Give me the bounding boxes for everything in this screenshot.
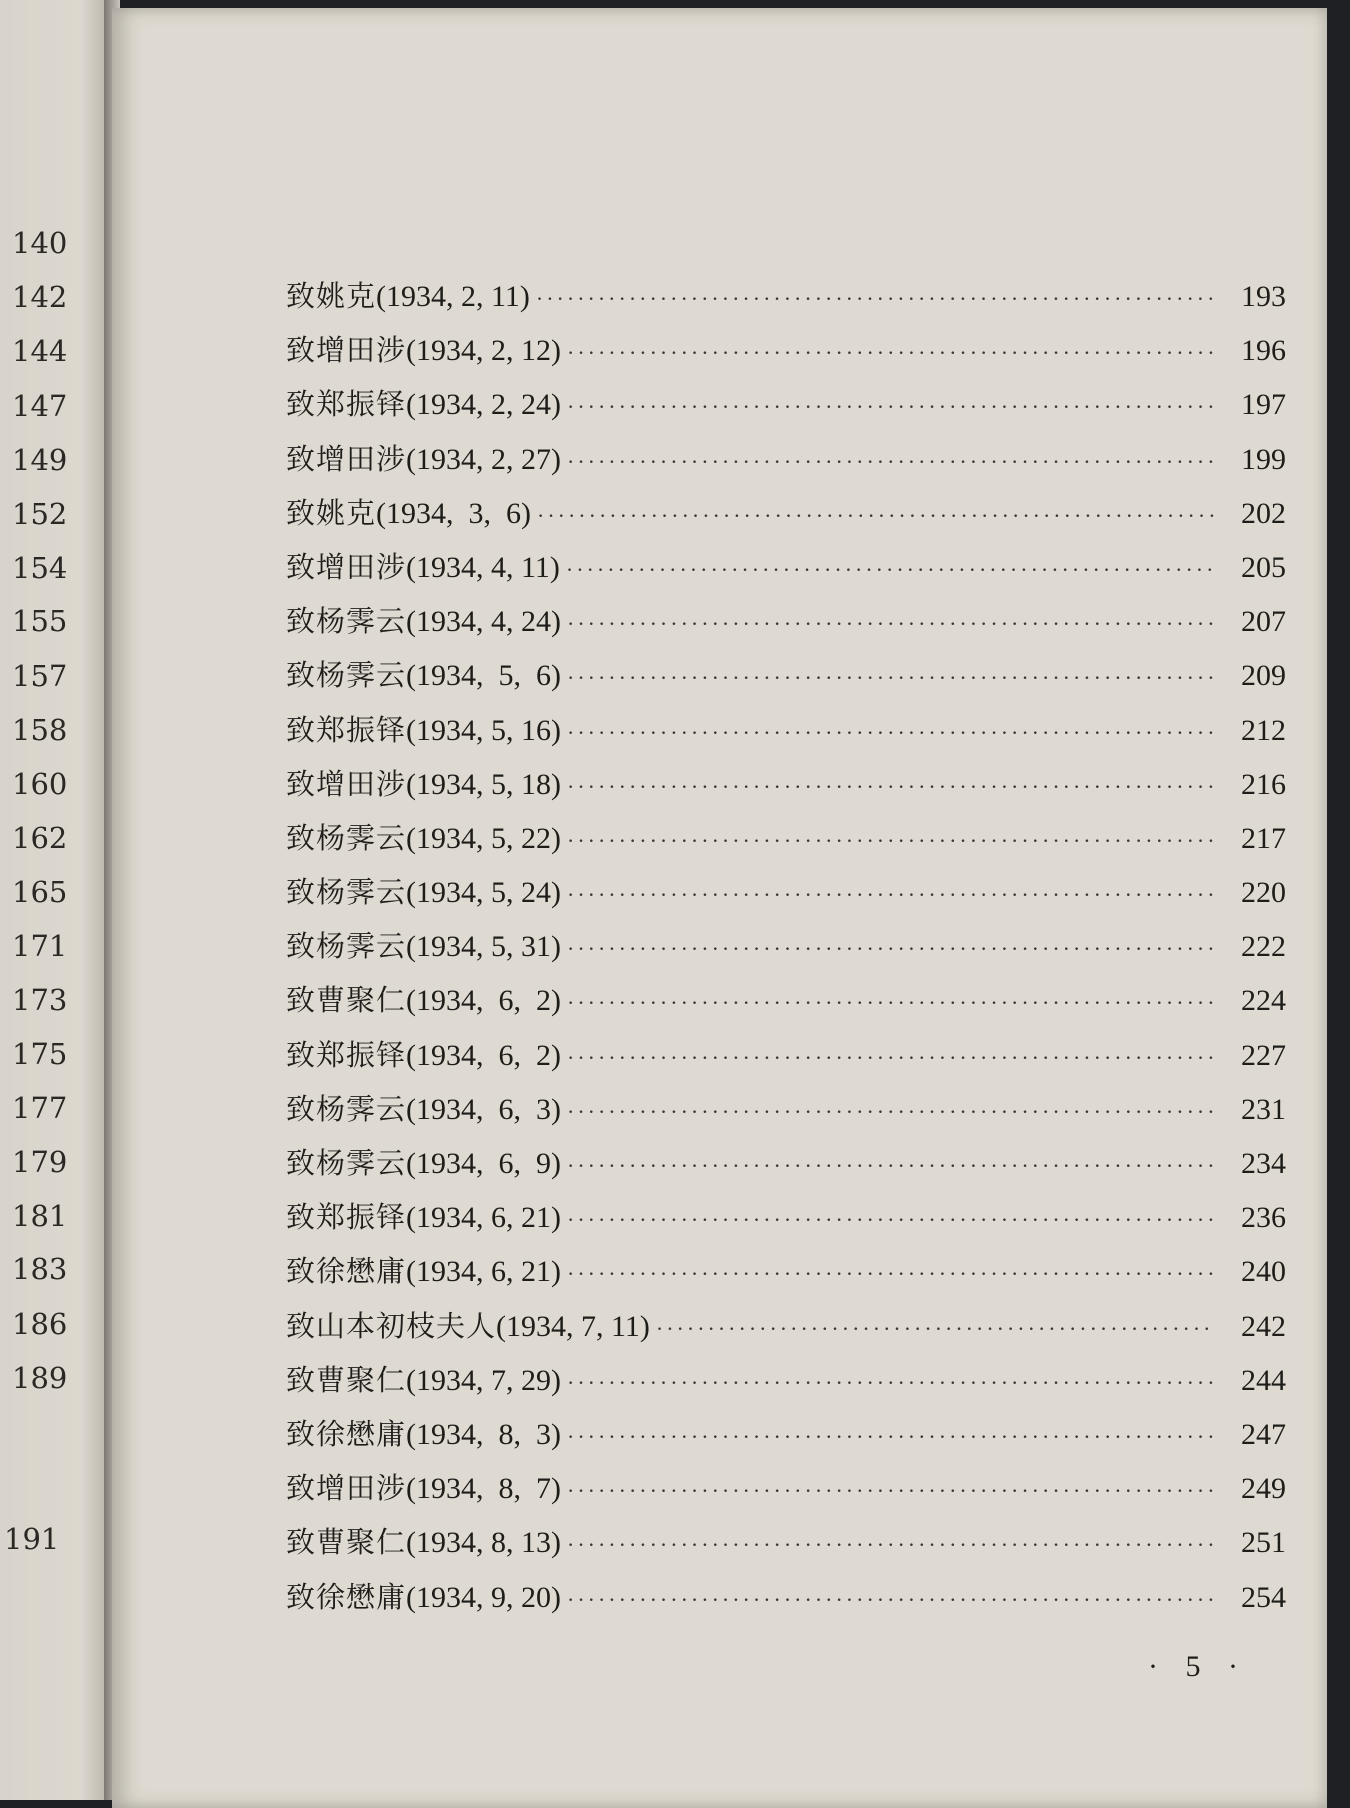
toc-entry-page-number: 222: [1241, 930, 1286, 964]
toc-entry-page-number: 212: [1241, 713, 1286, 747]
toc-entry-recipient: 致姚克: [286, 279, 377, 313]
toc-dot-leader: [567, 449, 1214, 475]
toc-entry: [286, 382, 1286, 436]
toc-entry-page-number: 220: [1241, 876, 1286, 910]
left-page-number: 142: [12, 280, 68, 314]
toc-entry: [286, 978, 1286, 1032]
toc-dot-leader: [537, 503, 1214, 529]
toc-entry-date: (1934, 6, 2): [406, 1038, 561, 1072]
toc-entry-date: (1934, 3, 6): [376, 496, 531, 530]
toc-entry: [286, 816, 1286, 870]
toc-entry: [286, 1358, 1286, 1412]
toc-entry-date: (1934, 6, 3): [406, 1092, 561, 1126]
toc-entry: [286, 1249, 1286, 1303]
toc-entry: [286, 1304, 1286, 1358]
toc-dot-leader: [567, 882, 1214, 908]
left-page-number: 155: [12, 604, 68, 638]
left-page-number: 173: [12, 983, 68, 1017]
left-page-number: 175: [12, 1037, 68, 1071]
toc-entry: [286, 653, 1286, 707]
toc-dot-leader: [567, 1153, 1214, 1179]
toc-entry-date: (1934, 2, 24): [406, 388, 561, 422]
left-page-number: 162: [12, 821, 68, 855]
toc-dot-leader: [567, 1532, 1214, 1558]
toc-entry-page-number: 197: [1241, 388, 1286, 422]
toc-entry-date: (1934, 6, 21): [406, 1255, 561, 1289]
toc-entry-page-number: 236: [1241, 1201, 1286, 1235]
toc-dot-leader: [567, 1207, 1214, 1233]
toc-entry-recipient: 致杨霁云: [286, 1091, 407, 1126]
left-page-number: 177: [12, 1091, 68, 1125]
left-page-number: 165: [12, 875, 68, 909]
table-of-contents: [286, 274, 1286, 1629]
toc-entry: [286, 437, 1286, 491]
toc-entry-recipient: 致增田涉: [286, 1471, 407, 1506]
toc-dot-leader: [567, 611, 1214, 637]
toc-dot-leader: [567, 1099, 1214, 1125]
toc-dot-leader: [567, 936, 1214, 962]
toc-entry-page-number: 216: [1241, 767, 1286, 801]
toc-dot-leader: [567, 828, 1214, 854]
toc-entry: [286, 762, 1286, 816]
toc-entry-page-number: 207: [1241, 605, 1286, 639]
toc-entry-date: (1934, 5, 16): [406, 713, 561, 747]
toc-entry-recipient: 致增田涉: [286, 441, 407, 476]
toc-entry-page-number: 234: [1241, 1147, 1286, 1180]
left-page-number: 157: [12, 659, 68, 693]
toc-entry: [286, 1466, 1286, 1520]
toc-dot-leader: [536, 286, 1214, 312]
toc-entry-recipient: 致增田涉: [286, 333, 407, 368]
toc-entry-date: (1934, 5, 31): [406, 930, 561, 964]
toc-entry-page-number: 231: [1241, 1092, 1286, 1126]
toc-entry-recipient: 致杨霁云: [286, 1146, 407, 1180]
toc-entry-recipient: 致徐懋庸: [286, 1416, 407, 1451]
toc-entry: [286, 1087, 1286, 1141]
toc-entry-recipient: 致山本初枝夫人: [286, 1308, 497, 1343]
toc-entry-date: (1934, 5, 6): [406, 659, 561, 693]
toc-entry-page-number: 205: [1241, 550, 1286, 584]
toc-entry-recipient: 致杨霁云: [286, 604, 407, 639]
left-page-number: 179: [12, 1145, 68, 1179]
left-page-number: 158: [12, 713, 68, 747]
toc-entry-recipient: 致曹聚仁: [286, 983, 407, 1018]
left-page-number: 191: [4, 1522, 60, 1556]
toc-entry-page-number: 249: [1241, 1472, 1286, 1506]
toc-entry-recipient: 致增田涉: [286, 766, 407, 801]
toc-entry: [286, 1412, 1286, 1466]
toc-entry-date: (1934, 8, 7): [406, 1472, 561, 1506]
toc-entry-page-number: 209: [1241, 659, 1286, 693]
toc-dot-leader: [567, 1261, 1214, 1287]
left-page-number: 183: [12, 1252, 68, 1286]
toc-entry: [286, 545, 1286, 599]
toc-entry: [286, 599, 1286, 653]
toc-entry-page-number: 242: [1241, 1309, 1286, 1343]
left-page-number: 152: [12, 497, 68, 531]
toc-entry: [286, 1575, 1286, 1629]
toc-entry-recipient: 致杨霁云: [286, 875, 407, 910]
toc-entry-page-number: 193: [1241, 280, 1286, 313]
toc-entry: [286, 708, 1286, 762]
toc-entry-page-number: 199: [1241, 442, 1286, 476]
toc-entry-page-number: 224: [1241, 984, 1286, 1018]
toc-entry-recipient: 致徐懋庸: [286, 1254, 407, 1289]
left-page-number: 171: [12, 929, 68, 963]
left-page-number: 154: [12, 551, 68, 585]
toc-dot-leader: [567, 340, 1214, 366]
toc-entry-date: (1934, 6, 2): [406, 984, 561, 1018]
toc-dot-leader: [567, 1478, 1214, 1504]
left-page: [0, 0, 116, 1800]
toc-dot-leader: [656, 1316, 1214, 1342]
toc-entry-date: (1934, 2, 11): [376, 280, 530, 313]
toc-entry: [286, 924, 1286, 978]
toc-dot-leader: [567, 1587, 1214, 1613]
toc-entry-page-number: 251: [1241, 1526, 1286, 1560]
toc-dot-leader: [567, 665, 1214, 691]
toc-entry: [286, 870, 1286, 924]
toc-entry-page-number: 240: [1241, 1255, 1286, 1289]
toc-entry-date: (1934, 5, 24): [406, 876, 561, 910]
left-page-number: 147: [12, 389, 68, 423]
toc-dot-leader: [567, 1045, 1214, 1071]
toc-entry: [286, 1141, 1286, 1195]
left-page-number: 149: [12, 443, 68, 477]
toc-dot-leader: [567, 1424, 1214, 1450]
toc-dot-leader: [567, 720, 1214, 746]
left-page-number: 140: [12, 226, 68, 260]
toc-dot-leader: [567, 394, 1214, 420]
toc-entry-date: (1934, 7, 11): [496, 1309, 650, 1343]
toc-entry-date: (1934, 4, 11): [406, 550, 560, 584]
toc-entry-recipient: 致曹聚仁: [286, 1362, 407, 1397]
toc-entry-date: (1934, 6, 9): [406, 1147, 561, 1180]
left-page-number: 144: [12, 334, 68, 368]
toc-entry-page-number: 227: [1241, 1038, 1286, 1072]
toc-entry-date: (1934, 7, 29): [406, 1363, 561, 1397]
toc-entry-date: (1934, 5, 18): [406, 767, 561, 801]
toc-entry-date: (1934, 8, 13): [406, 1526, 561, 1560]
toc-entry: [286, 274, 1286, 328]
toc-entry-page-number: 217: [1241, 821, 1286, 855]
toc-entry-recipient: 致曹聚仁: [286, 1525, 407, 1560]
toc-entry-page-number: 244: [1241, 1363, 1286, 1397]
toc-entry-date: (1934, 6, 21): [406, 1201, 561, 1235]
toc-entry-recipient: 致杨霁云: [286, 658, 407, 693]
page-folio: · 5 ·: [1148, 1650, 1248, 1683]
toc-entry: [286, 328, 1286, 382]
toc-entry-recipient: 致姚克: [286, 495, 377, 530]
toc-entry-page-number: 202: [1241, 496, 1286, 530]
toc-entry-date: (1934, 8, 3): [406, 1417, 561, 1451]
toc-dot-leader: [567, 774, 1214, 800]
toc-entry-recipient: 致郑振铎: [286, 387, 407, 422]
toc-entry-date: (1934, 2, 12): [406, 334, 561, 368]
left-page-number: 186: [12, 1307, 68, 1341]
toc-entry-page-number: 254: [1241, 1580, 1286, 1614]
right-page: [112, 8, 1327, 1808]
toc-entry-page-number: 247: [1241, 1417, 1286, 1451]
toc-entry-page-number: 196: [1241, 334, 1286, 368]
toc-entry-recipient: 致杨霁云: [286, 820, 407, 855]
toc-entry-date: (1934, 2, 27): [406, 442, 561, 476]
toc-entry-recipient: 致杨霁云: [286, 929, 407, 964]
toc-entry: [286, 1520, 1286, 1574]
left-page-number: 181: [12, 1199, 68, 1233]
toc-entry: [286, 1195, 1286, 1249]
toc-entry-recipient: 致徐懋庸: [286, 1579, 407, 1614]
toc-dot-leader: [566, 557, 1214, 583]
toc-entry: [286, 491, 1286, 545]
toc-entry-date: (1934, 4, 24): [406, 605, 561, 639]
toc-dot-leader: [567, 990, 1214, 1016]
toc-entry-date: (1934, 5, 22): [406, 821, 561, 855]
toc-entry-recipient: 致增田涉: [286, 549, 407, 584]
toc-entry-date: (1934, 9, 20): [406, 1580, 561, 1614]
toc-entry-recipient: 致郑振铎: [286, 712, 407, 747]
toc-entry-recipient: 致郑振铎: [286, 1037, 407, 1072]
toc-entry: [286, 1033, 1286, 1087]
toc-entry-recipient: 致郑振铎: [286, 1200, 407, 1235]
toc-dot-leader: [567, 1370, 1214, 1396]
left-page-number: 160: [12, 767, 68, 801]
left-page-number: 189: [12, 1361, 68, 1395]
